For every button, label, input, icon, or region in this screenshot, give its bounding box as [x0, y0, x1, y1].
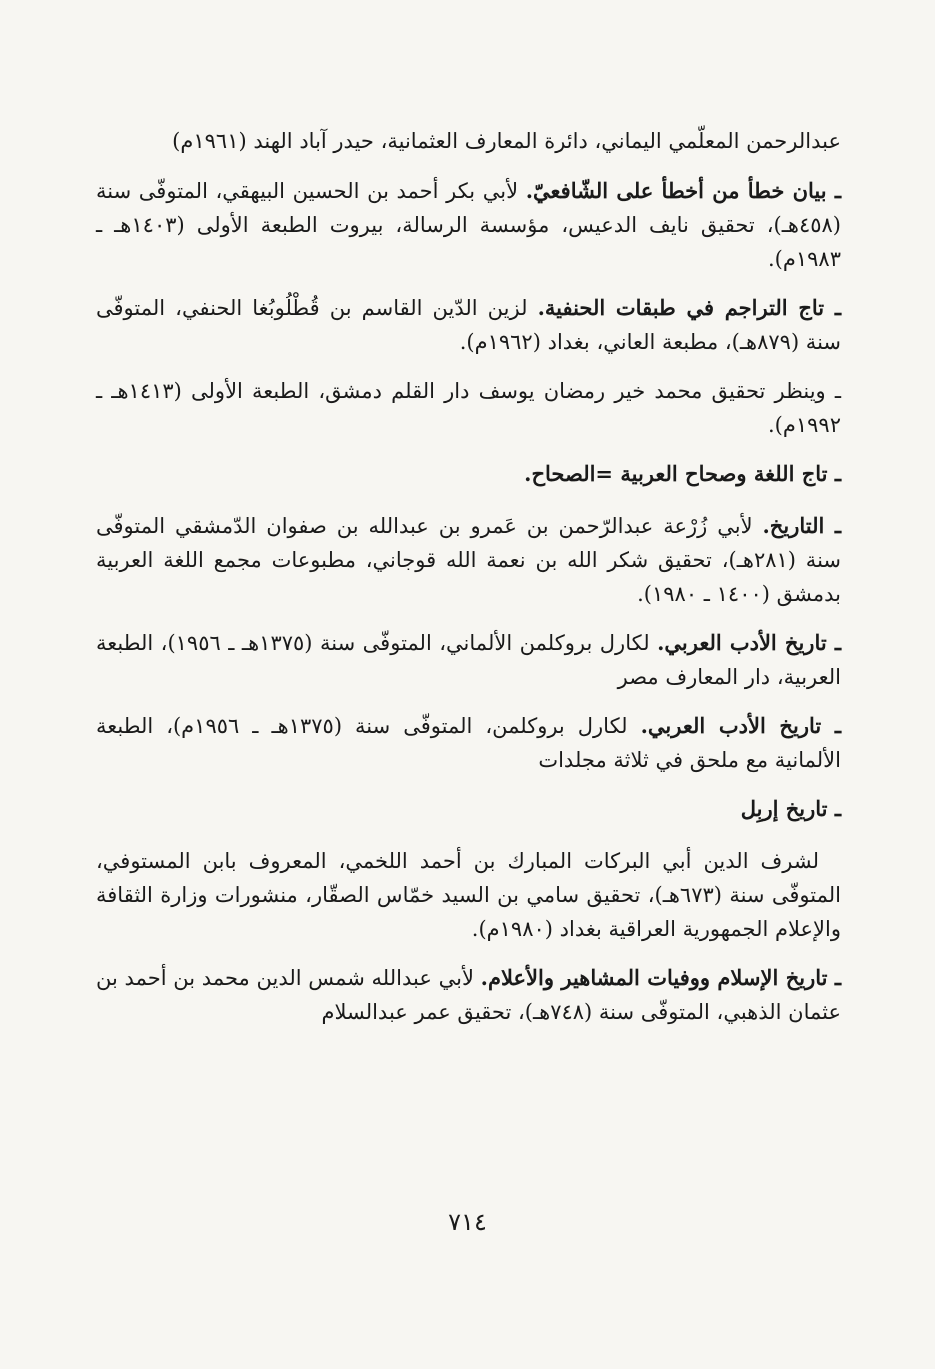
entry-dash: ـ: [827, 796, 841, 821]
entry-text: عبدالرحمن المعلّمي اليماني، دائرة المعارف العثمانية، حيدر آباد الهند (١٩٦١م): [172, 129, 841, 153]
page-number: ٧١٤: [448, 1208, 487, 1236]
bibliography-entry: [96, 792, 841, 826]
bibliography-entry: [96, 457, 841, 491]
entry-title: تاج التراجم في طبقات الحنفية.: [537, 295, 825, 320]
bibliography-entry-continuation: [96, 124, 841, 158]
entry-dash: ـ: [824, 513, 842, 538]
entry-text: لزين الدّين القاسم بن قُطْلُوبُغا الحنفي، المتوفّى سنة (٨٧٩هـ)، مطبعة العاني، بغداد (١٩٦٢م).: [96, 296, 841, 354]
entry-dash: ـ: [821, 713, 842, 738]
bibliography-entry: [96, 174, 841, 276]
entry-text: لأبي عبدالله شمس الدين محمد بن أحمد بن عثمان الذهبي، المتوفّى سنة (٧٤٨هـ)، تحقيق عمر عبدالسلام: [96, 966, 841, 1024]
bibliography-entry: [96, 626, 841, 694]
entry-title: التاريخ.: [762, 513, 825, 538]
entry-text: لأبي بكر أحمد بن الحسين البيهقي، المتوفّى سنة (٤٥٨هـ)، تحقيق نايف الدعيس، مؤسسة الرسالة، بيروت الطبعة الأولى (١٤٠٣هـ ـ ١٩٨٣م).: [96, 179, 841, 271]
entry-text: لكارل بروكلمن الألماني، المتوفّى سنة (١٣٧٥هـ ـ ١٩٥٦)، الطبعة العربية، دار المعارف مصر: [96, 631, 841, 689]
entry-dash: ـ: [826, 178, 841, 203]
entry-text: لشرف الدين أبي البركات المبارك بن أحمد اللخمي، المعروف بابن المستوفي، المتوفّى سنة (٦٧٣هـ)، تحقيق سامي بن السيد خمّاس الصقّار، منشورات وزارة الثقافة والإعلام الجمهورية العراقية بغداد (١٩٨٠م).: [96, 849, 841, 941]
entry-dash: ـ: [826, 630, 841, 655]
entry-title: تاريخ الأدب العربي.: [657, 630, 827, 655]
entry-title: تاريخ إربِل: [740, 796, 828, 821]
entry-dash: ـ: [827, 965, 842, 990]
entry-title: بيان خطأ من أخطأ على الشّافعيّ.: [525, 178, 827, 203]
entry-title: تاريخ الأدب العربي.: [640, 713, 822, 738]
bibliography-entry: [96, 709, 841, 777]
entry-text: لأبي زُرْعة عبدالرّحمن بن عَمرو بن عبدالله بن صفوان الدّمشقي المتوفّى سنة (٢٨١هـ)، تحقيق شكر الله بن نعمة الله قوجاني، مطبوعات مجمع اللغة العربية بدمشق (١٤٠٠ ـ ١٩٨٠).: [96, 514, 841, 606]
entry-text: لكارل بروكلمن، المتوفّى سنة (١٣٧٥هـ ـ ١٩٥٦م)، الطبعة الألمانية مع ملحق في ثلاثة مجلدات: [96, 714, 841, 772]
bibliography-entry-body: [96, 844, 841, 946]
entry-title: تاريخ الإسلام ووفيات المشاهير والأعلام.: [480, 965, 828, 990]
bibliography-entry: [96, 509, 841, 611]
entry-dash: ـ: [824, 295, 841, 320]
entry-text: ـ وينظر تحقيق محمد خير رمضان يوسف دار القلم دمشق، الطبعة الأولى (١٤١٣هـ ـ ١٩٩٢م).: [96, 379, 841, 437]
entry-dash: ـ: [827, 461, 841, 486]
entry-title: تاج اللغة وصحاح العربية =الصحاح.: [524, 461, 828, 486]
bibliography-note: [96, 374, 841, 442]
bibliography-entry: [96, 961, 841, 1029]
bibliography-entry: [96, 291, 841, 359]
page-body: [96, 124, 841, 1044]
